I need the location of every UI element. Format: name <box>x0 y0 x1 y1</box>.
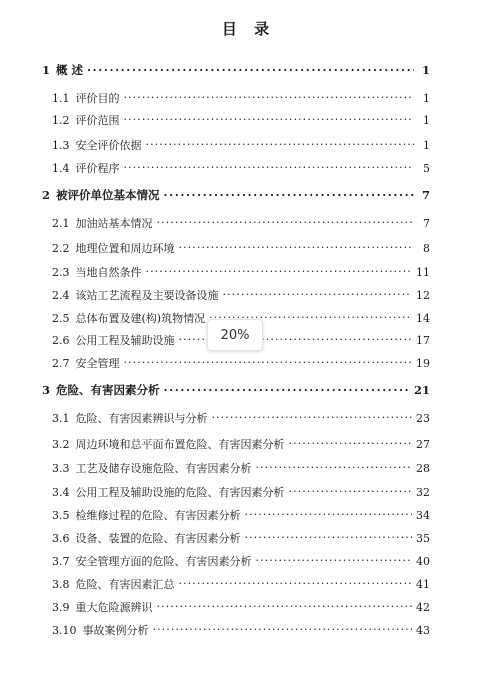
toc-dot-leader <box>87 60 414 74</box>
toc-entry-page-number: 23 <box>416 412 430 425</box>
toc-chapter-entry[interactable] <box>42 380 430 398</box>
toc-entry-number: 3.1 <box>52 412 70 425</box>
toc-entry-page-number: 21 <box>413 383 430 397</box>
toc-entry-title: 总体布置及建(构)筑物情况 <box>75 312 206 325</box>
toc-entry-title: 安全评价依据 <box>75 139 142 152</box>
toc-entry-number: 2.3 <box>52 266 70 279</box>
toc-dot-leader <box>179 574 413 588</box>
toc-dot-leader <box>146 262 413 276</box>
toc-section-entry[interactable] <box>52 551 430 569</box>
toc-entry-page-number: 1 <box>423 92 430 105</box>
toc-entry-page-number: 14 <box>416 312 430 325</box>
toc-dot-leader <box>289 434 413 448</box>
toc-entry-number: 3.3 <box>52 462 70 475</box>
toc-section-entry[interactable] <box>52 135 430 153</box>
toc-section-entry[interactable] <box>52 262 430 280</box>
toc-entry-page-number: 7 <box>423 217 430 230</box>
toc-entry-page-number: 27 <box>416 438 430 451</box>
toc-dot-leader <box>157 213 415 227</box>
toc-entry-number: 1.2 <box>52 114 70 127</box>
toc-entry-title: 设备、装置的危险、有害因素分析 <box>75 532 241 545</box>
toc-section-entry[interactable] <box>52 574 430 592</box>
toc-entry-number: 2.1 <box>52 217 70 230</box>
toc-dot-leader <box>153 620 413 634</box>
toc-dot-leader <box>256 551 413 565</box>
toc-entry-number: 3.2 <box>52 438 70 451</box>
zoom-level-badge: 20% <box>207 319 263 351</box>
toc-entry-title: 危险、有害因素辨识与分析 <box>75 412 208 425</box>
toc-section-entry[interactable] <box>52 597 430 615</box>
toc-section-entry[interactable] <box>52 88 430 106</box>
toc-entry-number: 3.4 <box>52 486 70 499</box>
toc-entry-page-number: 41 <box>416 578 430 591</box>
toc-entry-title: 地理位置和周边环境 <box>75 242 175 255</box>
toc-dot-leader <box>179 238 415 252</box>
toc-dot-leader <box>124 88 415 102</box>
toc-entry-page-number: 7 <box>421 188 430 202</box>
toc-entry-number: 1.3 <box>52 139 70 152</box>
toc-entry-title: 概 述 <box>56 63 84 77</box>
toc-entry-number: 2.6 <box>52 334 70 347</box>
toc-entry-title: 评价范围 <box>75 114 120 127</box>
toc-section-entry[interactable] <box>52 434 430 452</box>
toc-entry-page-number: 40 <box>416 555 430 568</box>
toc-dot-leader <box>164 380 410 394</box>
toc-entry-title: 被评价单位基本情况 <box>56 188 160 202</box>
toc-entry-number: 3.10 <box>52 624 77 637</box>
toc-entry-page-number: 42 <box>416 601 430 614</box>
toc-entry-number: 2.5 <box>52 312 70 325</box>
toc-entry-title: 当地自然条件 <box>75 266 142 279</box>
toc-entry-page-number: 1 <box>423 114 430 127</box>
toc-section-entry[interactable] <box>52 482 430 500</box>
toc-section-entry[interactable] <box>52 158 430 176</box>
toc-entry-page-number: 5 <box>423 162 430 175</box>
toc-entry-number: 3 <box>42 383 51 397</box>
toc-entry-page-number: 34 <box>416 509 430 522</box>
toc-entry-number: 1.1 <box>52 92 70 105</box>
toc-chapter-entry[interactable] <box>42 185 430 203</box>
toc-entry-title: 危险、有害因素分析 <box>56 383 160 397</box>
toc-dot-leader <box>245 505 413 519</box>
toc-entry-page-number: 43 <box>416 624 430 637</box>
toc-entry-number: 3.9 <box>52 601 70 614</box>
toc-section-entry[interactable] <box>52 353 430 371</box>
toc-entry-page-number: 11 <box>416 266 430 279</box>
toc-entry-page-number: 12 <box>416 289 430 302</box>
toc-dot-leader <box>157 597 413 611</box>
toc-entry-title: 周边环境和总平面布置危险、有害因素分析 <box>75 438 285 451</box>
toc-entry-number: 2.7 <box>52 357 70 370</box>
toc-entry-title: 安全管理 <box>75 357 120 370</box>
toc-entry-title: 公用工程及辅助设施的危险、有害因素分析 <box>75 486 285 499</box>
toc-entry-title: 事故案例分析 <box>82 624 149 637</box>
toc-section-entry[interactable] <box>52 285 430 303</box>
toc-entry-number: 2.4 <box>52 289 70 302</box>
page-title: 目 录 <box>221 20 276 38</box>
toc-entry-page-number: 1 <box>421 63 430 77</box>
toc-entry-number: 1 <box>42 63 51 77</box>
toc-section-entry[interactable] <box>52 408 430 426</box>
toc-entry-page-number: 19 <box>416 357 430 370</box>
toc-entry-title: 危险、有害因素汇总 <box>75 578 175 591</box>
toc-entry-page-number: 35 <box>416 532 430 545</box>
toc-dot-leader <box>164 185 414 199</box>
toc-section-entry[interactable] <box>52 528 430 546</box>
toc-entry-number: 2.2 <box>52 242 70 255</box>
toc-section-entry[interactable] <box>52 238 430 256</box>
toc-entry-page-number: 32 <box>416 486 430 499</box>
toc-entry-title: 评价目的 <box>75 92 120 105</box>
toc-entry-title: 安全管理方面的危险、有害因素分析 <box>75 555 252 568</box>
toc-entry-page-number: 1 <box>423 139 430 152</box>
toc-entry-page-number: 28 <box>416 462 430 475</box>
toc-section-entry[interactable] <box>52 213 430 231</box>
toc-dot-leader <box>245 528 413 542</box>
toc-entry-title: 评价程序 <box>75 162 120 175</box>
toc-chapter-entry[interactable] <box>42 60 430 78</box>
toc-dot-leader <box>124 110 415 124</box>
toc-entry-page-number: 17 <box>416 334 430 347</box>
toc-entry-page-number: 8 <box>423 242 430 255</box>
toc-dot-leader <box>124 353 413 367</box>
toc-section-entry[interactable] <box>52 620 430 638</box>
toc-section-entry[interactable] <box>52 110 430 128</box>
toc-entry-title: 检维修过程的危险、有害因素分析 <box>75 509 241 522</box>
toc-entry-number: 2 <box>42 188 51 202</box>
toc-entry-number: 3.6 <box>52 532 70 545</box>
toc-entry-number: 3.7 <box>52 555 70 568</box>
toc-dot-leader <box>124 158 415 172</box>
toc-dot-leader <box>212 408 413 422</box>
toc-dot-leader <box>223 285 413 299</box>
toc-dot-leader <box>256 458 413 472</box>
toc-entry-title: 该站工艺流程及主要设备设施 <box>75 289 219 302</box>
toc-dot-leader <box>146 135 415 149</box>
toc-dot-leader <box>289 482 413 496</box>
toc-section-entry[interactable] <box>52 458 430 476</box>
toc-entry-number: 1.4 <box>52 162 70 175</box>
toc-section-entry[interactable] <box>52 505 430 523</box>
toc-entry-title: 重大危险源辨识 <box>75 601 153 614</box>
toc-entry-title: 加油站基本情况 <box>75 217 153 230</box>
toc-entry-title: 公用工程及辅助设施 <box>75 334 175 347</box>
toc-entry-title: 工艺及储存设施危险、有害因素分析 <box>75 462 252 475</box>
toc-entry-number: 3.8 <box>52 578 70 591</box>
toc-entry-number: 3.5 <box>52 509 70 522</box>
